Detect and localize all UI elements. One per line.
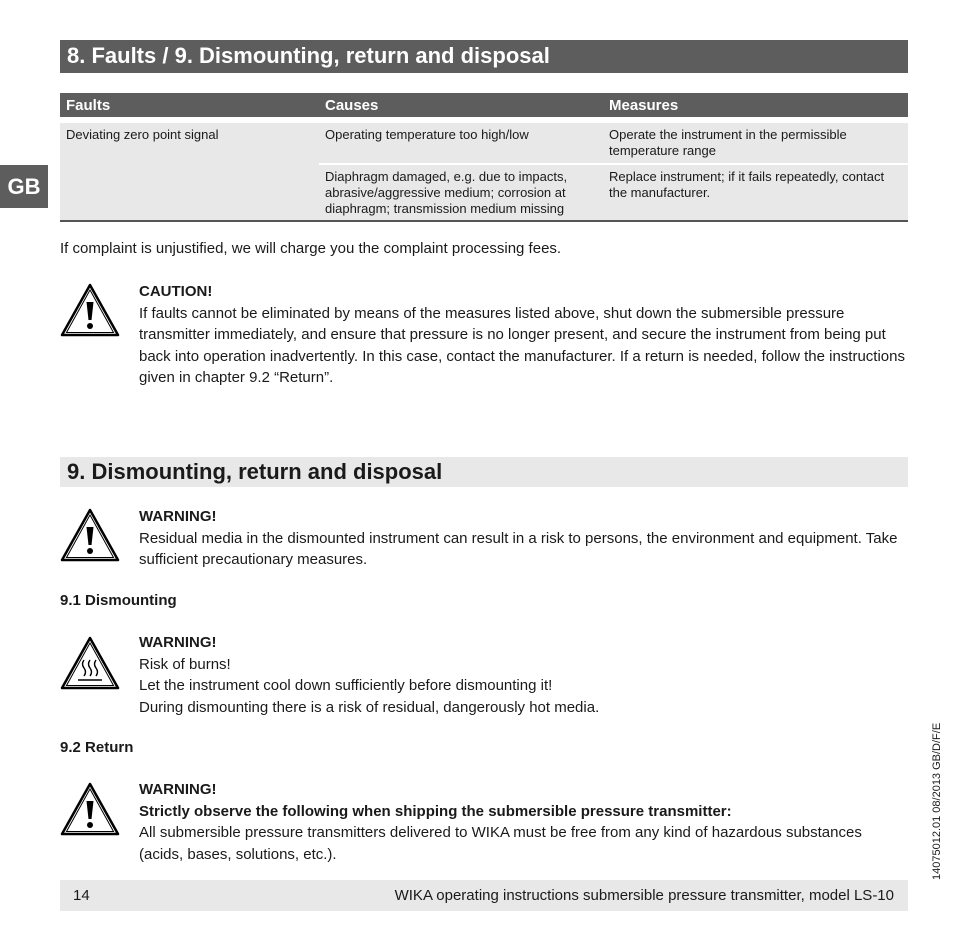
warning-heading: WARNING!: [139, 781, 217, 798]
footer-title: WIKA operating instructions submersible pressure transmitter, model LS-10: [394, 887, 894, 904]
header-measures: Measures: [603, 93, 908, 117]
warning-line: During dismounting there is a risk of residual, dangerously hot media.: [139, 698, 600, 716]
warning-body: All submersible pressure transmitters delivered to WIKA must be free from any kind of hazardous substances (acids, bases, solutions, etc.).: [139, 824, 862, 863]
warning-triangle-icon: [60, 782, 120, 836]
warning-heading: WARNING!: [139, 508, 217, 525]
page-number: 14: [73, 887, 90, 904]
complaint-text: If complaint is unjustified, we will charge you the complaint processing fees.: [60, 240, 562, 257]
section-8-title: 8. Faults / 9. Dismounting, return and disposal: [67, 43, 550, 68]
warning-triangle-icon: [60, 283, 120, 337]
hot-surface-icon: [60, 636, 120, 690]
header-causes: Causes: [319, 93, 603, 117]
document-code: 14075012.01 08/2013 GB/D/F/E: [931, 722, 943, 880]
warning-notice-residual-media: [139, 506, 909, 571]
warning-heading: WARNING!: [139, 634, 217, 651]
caution-notice: [139, 281, 909, 389]
warning-line: Let the instrument cool down sufficiently before dismounting it!: [139, 677, 553, 694]
section-8-title-bar: [60, 40, 908, 73]
section-9-title-bar: [60, 457, 908, 487]
header-faults: Faults: [60, 93, 319, 117]
page-footer: [60, 880, 908, 911]
cause-cell: Operating temperature too high/low: [319, 123, 603, 163]
subsection-9-2-title: 9.2 Return: [60, 739, 134, 756]
language-tab: GB: [0, 165, 48, 208]
warning-body: Residual media in the dismounted instrument can result in a risk to persons, the environment and equipment. Take sufficient precautionary measures.: [139, 529, 898, 568]
measure-cell: Operate the instrument in the permissible temperature range: [603, 123, 908, 163]
warning-triangle-icon: [60, 508, 120, 562]
warning-bold-line: Strictly observe the following when shipping the submersible pressure transmitter:: [139, 802, 732, 820]
table-header-row: [60, 93, 908, 117]
section-9-title: 9. Dismounting, return and disposal: [67, 459, 443, 484]
subsection-9-1-title: 9.1 Dismounting: [60, 592, 177, 609]
fault-cell: Deviating zero point signal: [60, 123, 319, 222]
faults-table: [60, 93, 908, 222]
warning-notice-shipping: [139, 779, 909, 865]
warning-notice-burns: [139, 632, 909, 718]
caution-heading: CAUTION!: [139, 283, 213, 300]
warning-line: Risk of burns!: [139, 655, 231, 673]
table-row: [60, 123, 908, 163]
caution-body: If faults cannot be eliminated by means of the measures listed above, shut down the submersible pressure transmitter immediately, and ensure that pressure is no longer present, and secure the instrument from being put back into operation inadvertently. In this case, contact the manufacturer. If a return is needed, follow the instructions given in chapter 9.2 “Return”.: [139, 304, 905, 386]
cause-cell: Diaphragm damaged, e.g. due to impacts, abrasive/aggressive medium; corrosion at diaphragm; transmission medium missing: [319, 163, 603, 222]
measure-cell: Replace instrument; if it fails repeatedly, contact the manufacturer.: [603, 163, 908, 222]
